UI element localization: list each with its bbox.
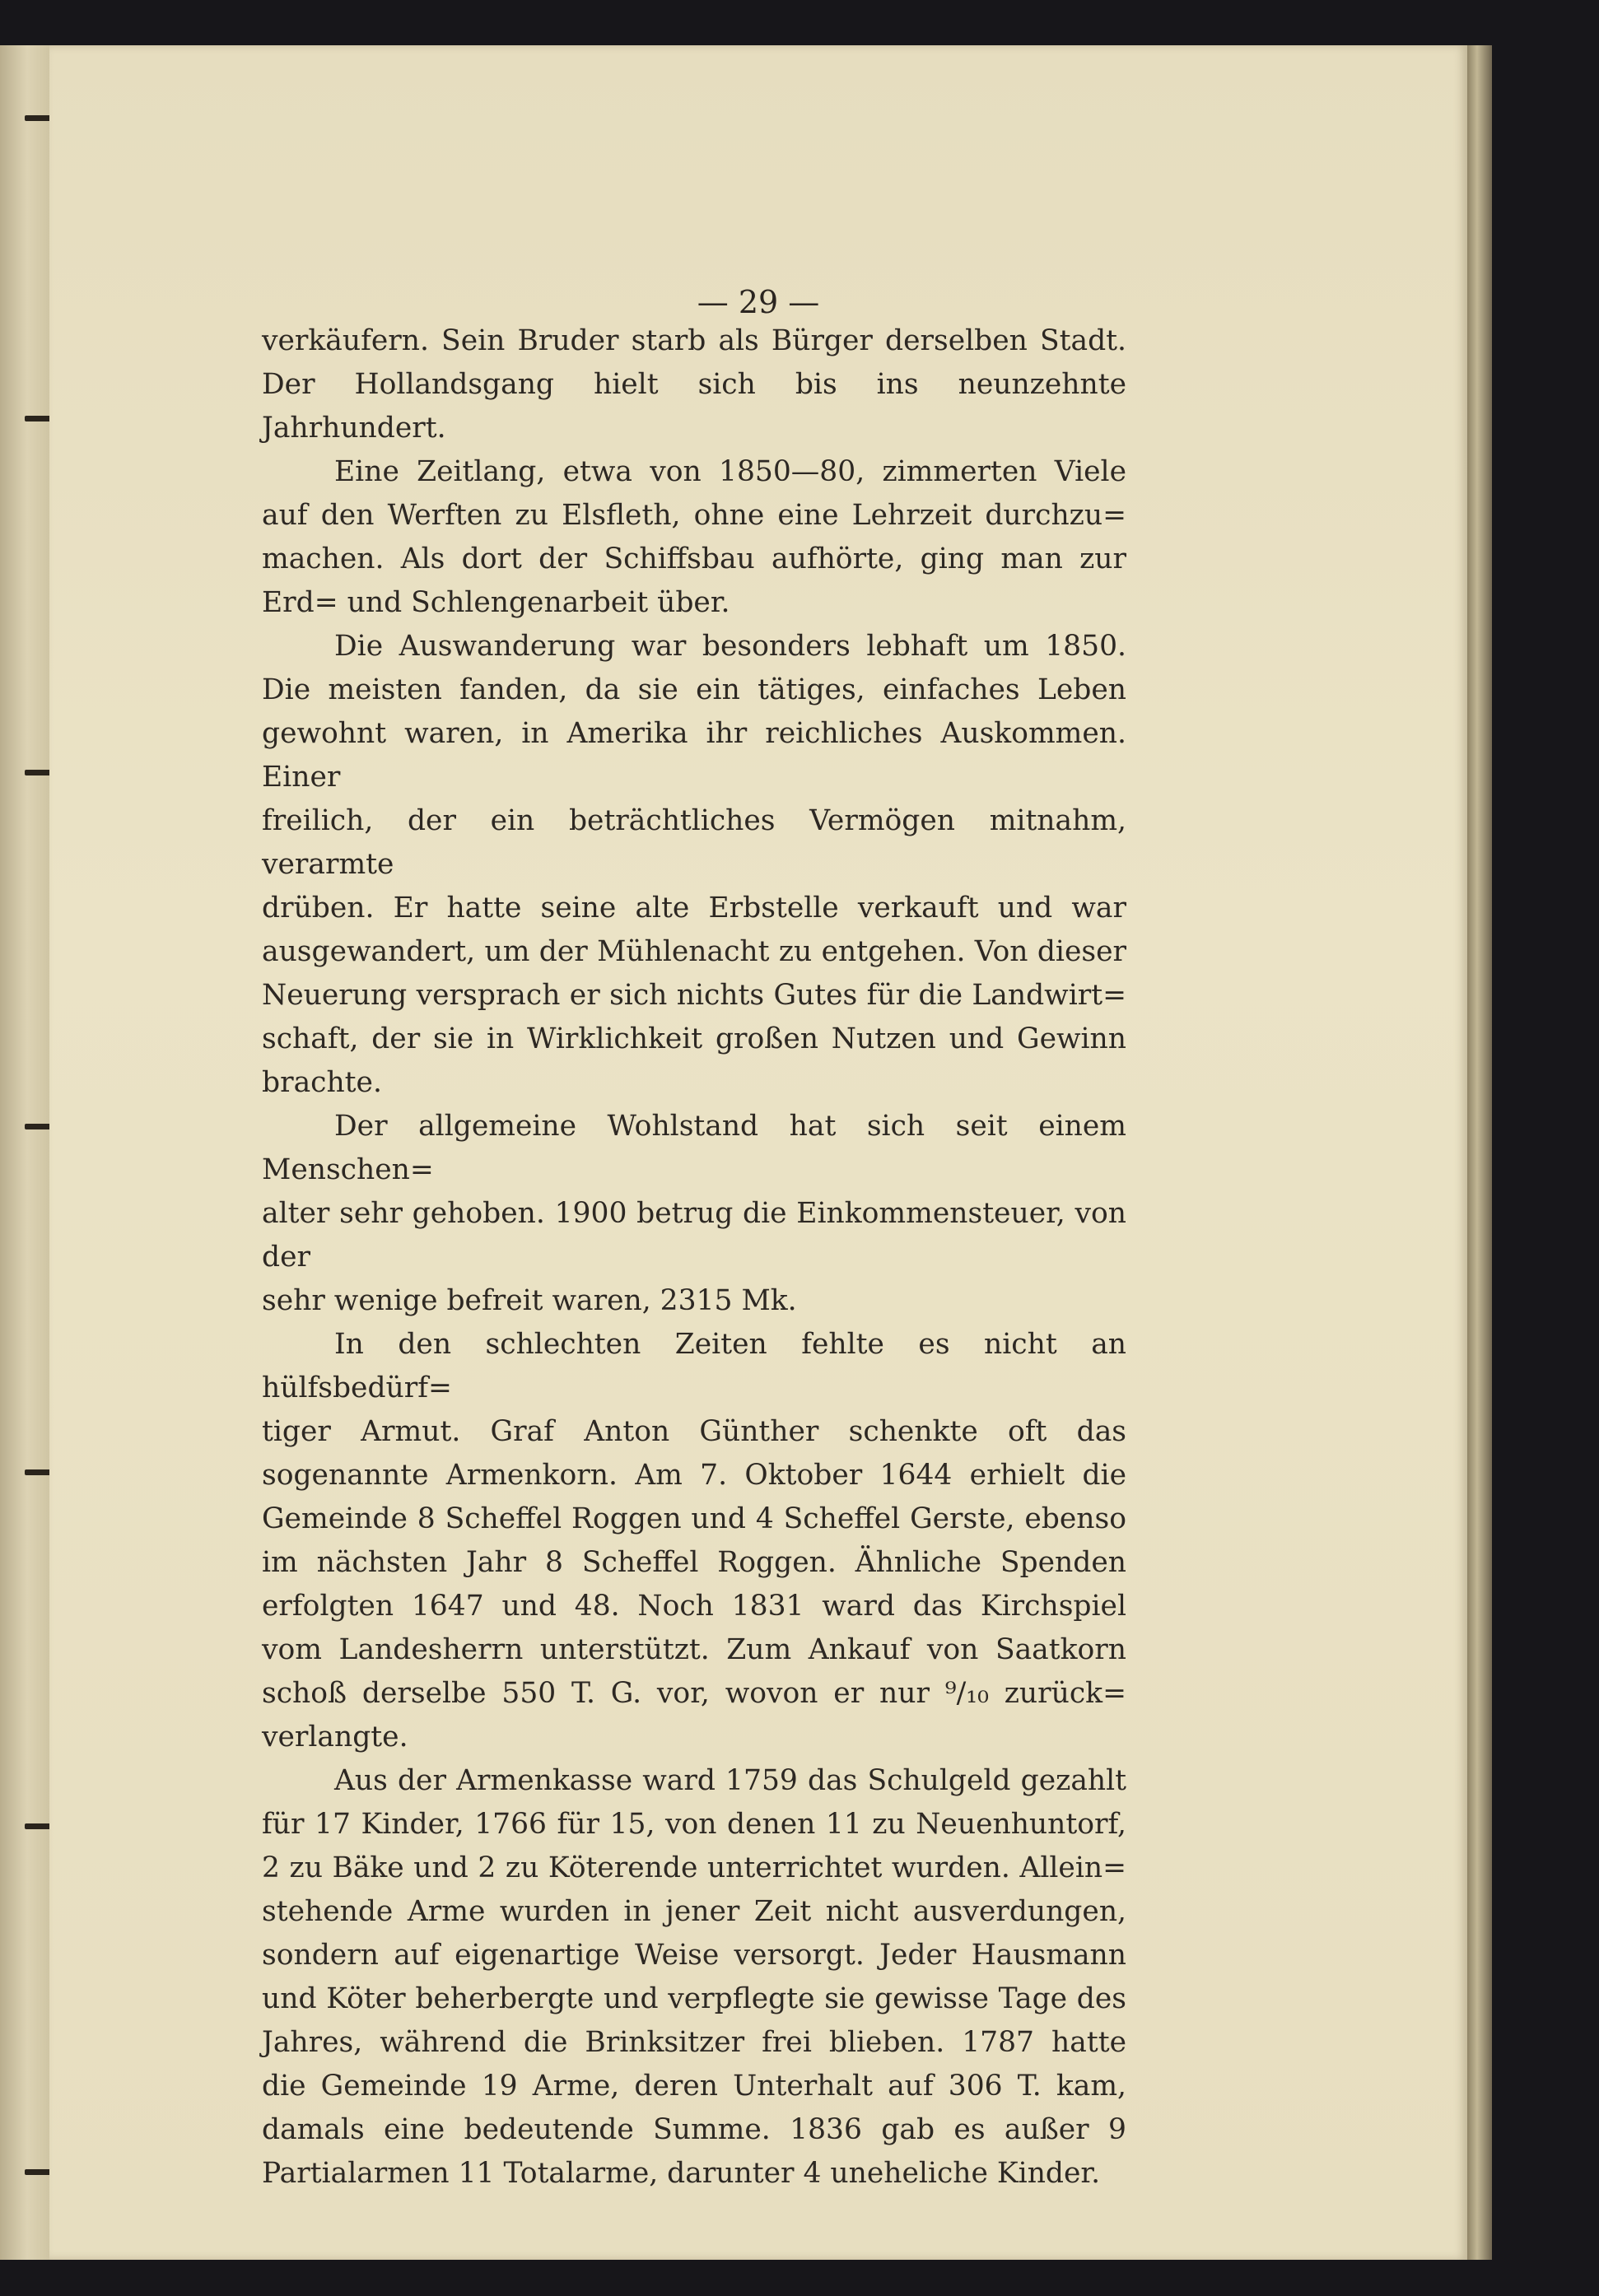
text-line: schaft, der sie in Wirklichkeit großen Nutzen und Gewinn [262,1022,1126,1055]
text-line: erfolgten 1647 und 48. Noch 1831 ward das Kirchspiel [262,1590,1126,1623]
text-line: damals eine bedeutende Summe. 1836 gab es außer 9 [262,2113,1126,2146]
text-line: und Köter beherbergte und verpflegte sie gewisse Tage des [262,1982,1126,2015]
text-line: Gemeinde 8 Scheffel Roggen und 4 Scheffel Gerste, ebenso [262,1502,1126,1535]
left-page-edge [0,45,49,2260]
binding-stitch [25,2169,53,2175]
text-line: Der Hollandsgang hielt sich bis ins neunzehnte Jahrhundert. [262,368,1126,445]
text-line: für 17 Kinder, 1766 für 15, von denen 11 zu Neuenhuntorf, [262,1808,1126,1841]
text-line: brachte. [262,1066,382,1099]
text-line: sogenannte Armenkorn. Am 7. Oktober 1644 erhielt die [262,1459,1126,1492]
text-line: gewohnt waren, in Amerika ihr reichliches Auskommen. Einer [262,717,1126,794]
text-line: die Gemeinde 19 Arme, deren Unterhalt auf 306 T. kam, [262,2070,1126,2103]
paragraph [262,450,1126,625]
text-line: Die meisten fanden, da sie ein tätiges, einfaches Leben [262,673,1126,706]
text-line: Aus der Armenkasse ward 1759 das Schulgeld gezahlt [334,1764,1126,1797]
text-line: Eine Zeitlang, etwa von 1850—80, zimmerten Viele [334,455,1126,488]
binding-stitch [25,1823,53,1829]
text-line: machen. Als dort der Schiffsbau aufhörte, ging man zur [262,543,1126,575]
page-number: — 29 — [697,284,820,320]
text-line: schoß derselbe 550 T. G. vor, wovon er nur ⁹/₁₀ zurück= [262,1677,1126,1710]
text-line: sondern auf eigenartige Weise versorgt. Jeder Hausmann [262,1939,1126,1972]
binding-stitch [25,115,53,121]
text-line: Partialarmen 11 Totalarme, darunter 4 uneheliche Kinder. [262,2157,1101,2190]
paragraph [262,1759,1126,2196]
text-line: Die Auswanderung war besonders lebhaft um 1850. [334,630,1126,663]
text-line: drüben. Er hatte seine alte Erbstelle verkauft und war [262,892,1126,924]
paragraph [262,625,1126,1105]
text-line: 2 zu Bäke und 2 zu Köterende unterrichtet wurden. Allein= [262,1851,1126,1884]
binding-stitch [25,1469,53,1475]
paragraph [262,319,1126,450]
text-line: ausgewandert, um der Mühlenacht zu entgehen. Von dieser [262,935,1126,968]
text-line: tiger Armut. Graf Anton Günther schenkte oft das [262,1415,1126,1448]
text-line: Neuerung versprach er sich nichts Gutes für die Landwirt= [262,979,1126,1012]
text-line: stehende Arme wurden in jener Zeit nicht ausverdungen, [262,1895,1126,1928]
text-line: vom Landesherrn unterstützt. Zum Ankauf von Saatkorn [262,1633,1126,1666]
binding-stitch [25,1124,53,1129]
paragraph [262,1105,1126,1323]
text-line: verkäufern. Sein Bruder starb als Bürger derselben Stadt. [262,324,1126,357]
text-line: In den schlechten Zeiten fehlte es nicht an hülfsbedürf= [262,1328,1126,1404]
text-line: alter sehr gehoben. 1900 betrug die Einkommensteuer, von der [262,1197,1126,1274]
text-line: im nächsten Jahr 8 Scheffel Roggen. Ähnliche Spenden [262,1546,1126,1579]
text-line: Erd= und Schlengenarbeit über. [262,586,730,619]
text-line: verlangte. [262,1721,408,1753]
binding-stitch [25,416,53,421]
text-line: auf den Werften zu Elsfleth, ohne eine Lehrzeit durchzu= [262,499,1126,532]
paragraph [262,1323,1126,1759]
text-line: Der allgemeine Wohlstand hat sich seit einem Menschen= [262,1110,1126,1186]
binding-stitch [25,770,53,775]
text-line: Jahres, während die Brinksitzer frei blieben. 1787 hatte [262,2026,1126,2059]
text-line: freilich, der ein beträchtliches Vermögen mitnahm, verarmte [262,804,1126,881]
body-text [262,319,1126,2196]
page-stack-edge [1467,45,1492,2260]
text-line: sehr wenige befreit waren, 2315 Mk. [262,1284,797,1317]
